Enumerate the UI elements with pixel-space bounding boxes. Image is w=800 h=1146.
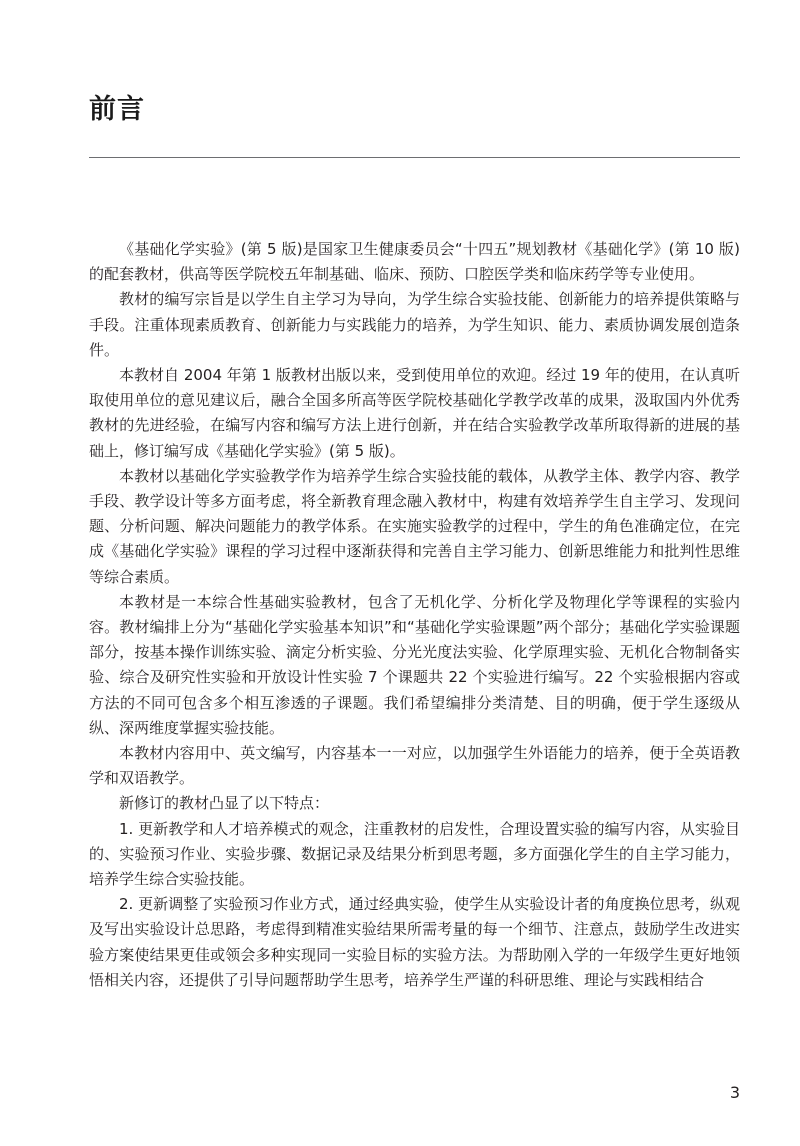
title-divider <box>89 157 740 158</box>
paragraph-7: 新修订的教材凸显了以下特点： <box>119 794 330 813</box>
paragraph-2: 教材的编写宗旨是以学生自主学习为导向，为学生综合实验技能、创新能力的培养提供策略与手段。注重体现素质教育、创新能力与实践能力的培养，为学生知识、能力、素质协调发展创造条件。 <box>89 290 740 359</box>
page-title: 前言 <box>89 94 145 125</box>
paragraph-9: 2. 更新调整了实验预习作业方式，通过经典实验，使学生从实验设计者的角度换位思考，纵观及写出实验设计总思路，考虑得到精准实验结果所需考量的每一个细节、注意点，鼓励学生改进实验方案使结果更佳或领会多种实现同一实验目标的实验方法。为帮助刚入学的一年级学生更好地领悟相关内容，还提供了引导问题帮助学生思考，培养学生严谨的科研思维、理论与实践相结合 <box>89 895 740 989</box>
paragraph-5: 本教材是一本综合性基础实验教材，包含了无机化学、分析化学及物理化学等课程的实验内容。教材编排上分为“基础化学实验基本知识”和“基础化学实验课题”两个部分；基础化学实验课题部分，按基本操作训练实验、滴定分析实验、分光光度法实验、化学原理实验、无机化合物制备实验、综合及研究性实验和开放设计性实验 7 个课题共 22 个实验进行编写。22 个实验根据内容或方法的不同可包含多个相互渗透的子课题。我们希望编排分类清楚、目的明确，便于学生逐级从纵、深两维度掌握实验技能。 <box>89 592 740 737</box>
paragraph-4: 本教材以基础化学实验教学作为培养学生综合实验技能的载体，从教学主体、教学内容、教学手段、教学设计等多方面考虑，将全新教育理念融入教材中，构建有效培养学生自主学习、发现问题、分析问题、解决问题能力的教学体系。在实施实验教学的过程中，学生的角色准确定位，在完成《基础化学实验》课程的学习过程中逐渐获得和完善自主学习能力、创新思维能力和批判性思维等综合素质。 <box>89 466 740 586</box>
preface-body <box>89 237 740 993</box>
page-number: 3 <box>729 1083 740 1102</box>
paragraph-3: 本教材自 2004 年第 1 版教材出版以来，受到使用单位的欢迎。经过 19 年的使用，在认真听取使用单位的意见建议后，融合全国多所高等医学院校基础化学教学改革的成果，汲取国内外优秀教材的先进经验，在编写内容和编写方法上进行创新，并在结合实验教学改革所取得新的进展的基础上，修订编写成《基础化学实验》(第 5 版)。 <box>89 366 740 460</box>
paragraph-6: 本教材内容用中、英文编写，内容基本一一对应，以加强学生外语能力的培养，便于全英语教学和双语教学。 <box>89 744 740 788</box>
paragraph-8: 1. 更新教学和人才培养模式的观念，注重教材的启发性，合理设置实验的编写内容，从实验目的、实验预习作业、实验步骤、数据记录及结果分析到思考题，多方面强化学生的自主学习能力，培养学生综合实验技能。 <box>89 819 740 889</box>
paragraph-1: 《基础化学实验》(第 5 版)是国家卫生健康委员会“十四五”规划教材《基础化学》(第 10 版)的配套教材，供高等医学院校五年制基础、临床、预防、口腔医学类和临床药学等专业使用。 <box>89 240 740 284</box>
